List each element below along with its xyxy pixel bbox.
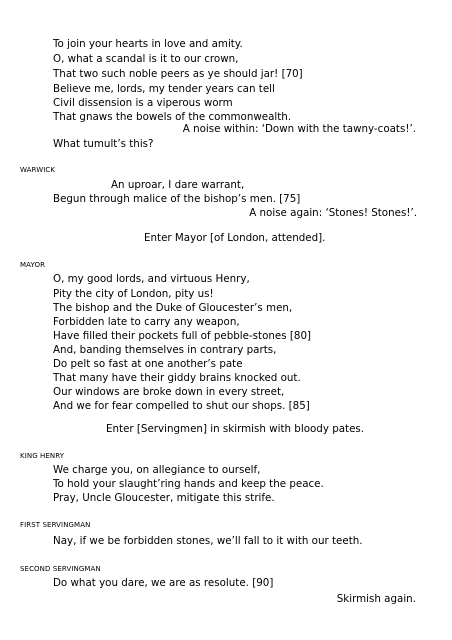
- speaker-name: WARWICK: [20, 166, 56, 174]
- verse-line: And we for fear compelled to shut our shops. [85]: [53, 400, 310, 412]
- verse-line: Our windows are broke down in every street,: [53, 386, 285, 398]
- verse-line: The bishop and the Duke of Gloucester’s men,: [53, 302, 293, 314]
- verse-line: Have filled their pockets full of pebble-stones [80]: [53, 330, 312, 342]
- verse-line: An uproar, I dare warrant,: [111, 179, 245, 191]
- verse-line: Do what you dare, we are as resolute. [90]: [53, 577, 274, 589]
- stage-direction: Enter Mayor [of London, attended].: [144, 232, 326, 244]
- speaker-name: MAYOR: [20, 261, 46, 269]
- prose-line: Nay, if we be forbidden stones, we’ll fall to it with our teeth.: [53, 535, 363, 547]
- stage-direction: Enter [Servingmen] in skirmish with bloody pates.: [106, 423, 365, 435]
- stage-direction: A noise within: ‘Down with the tawny-coats!’.: [182, 123, 416, 135]
- verse-line: Civil dissension is a viperous worm: [53, 97, 233, 109]
- stage-direction: Skirmish again.: [336, 593, 416, 605]
- speaker-name: FIRST SERVINGMAN: [20, 521, 91, 529]
- verse-line: That two such noble peers as ye should jar! [70]: [53, 68, 303, 80]
- verse-line: That gnaws the bowels of the commonwealth.: [53, 111, 292, 123]
- verse-line: O, my good lords, and virtuous Henry,: [53, 273, 250, 285]
- verse-line: We charge you, on allegiance to ourself,: [53, 464, 261, 476]
- verse-line: To join your hearts in love and amity.: [53, 38, 243, 50]
- speaker-name: SECOND SERVINGMAN: [20, 565, 101, 573]
- verse-line: That many have their giddy brains knocked out.: [53, 372, 301, 384]
- verse-line: Forbidden late to carry any weapon,: [53, 316, 240, 328]
- stage-direction: A noise again: ‘Stones! Stones!’.: [249, 207, 417, 219]
- verse-line: Believe me, lords, my tender years can tell: [53, 83, 275, 95]
- verse-line: Do pelt so fast at one another’s pate: [53, 358, 243, 370]
- verse-line: Begun through malice of the bishop’s men. [75]: [53, 193, 301, 205]
- verse-line: Pray, Uncle Gloucester, mitigate this strife.: [53, 492, 275, 504]
- verse-line: O, what a scandal is it to our crown,: [53, 53, 239, 65]
- verse-line: And, banding themselves in contrary parts,: [53, 344, 277, 356]
- speaker-name: KING HENRY: [20, 452, 65, 460]
- verse-line: To hold your slaught’ring hands and keep the peace.: [53, 478, 324, 490]
- verse-line: What tumult’s this?: [53, 138, 154, 150]
- verse-line: Pity the city of London, pity us!: [53, 288, 214, 300]
